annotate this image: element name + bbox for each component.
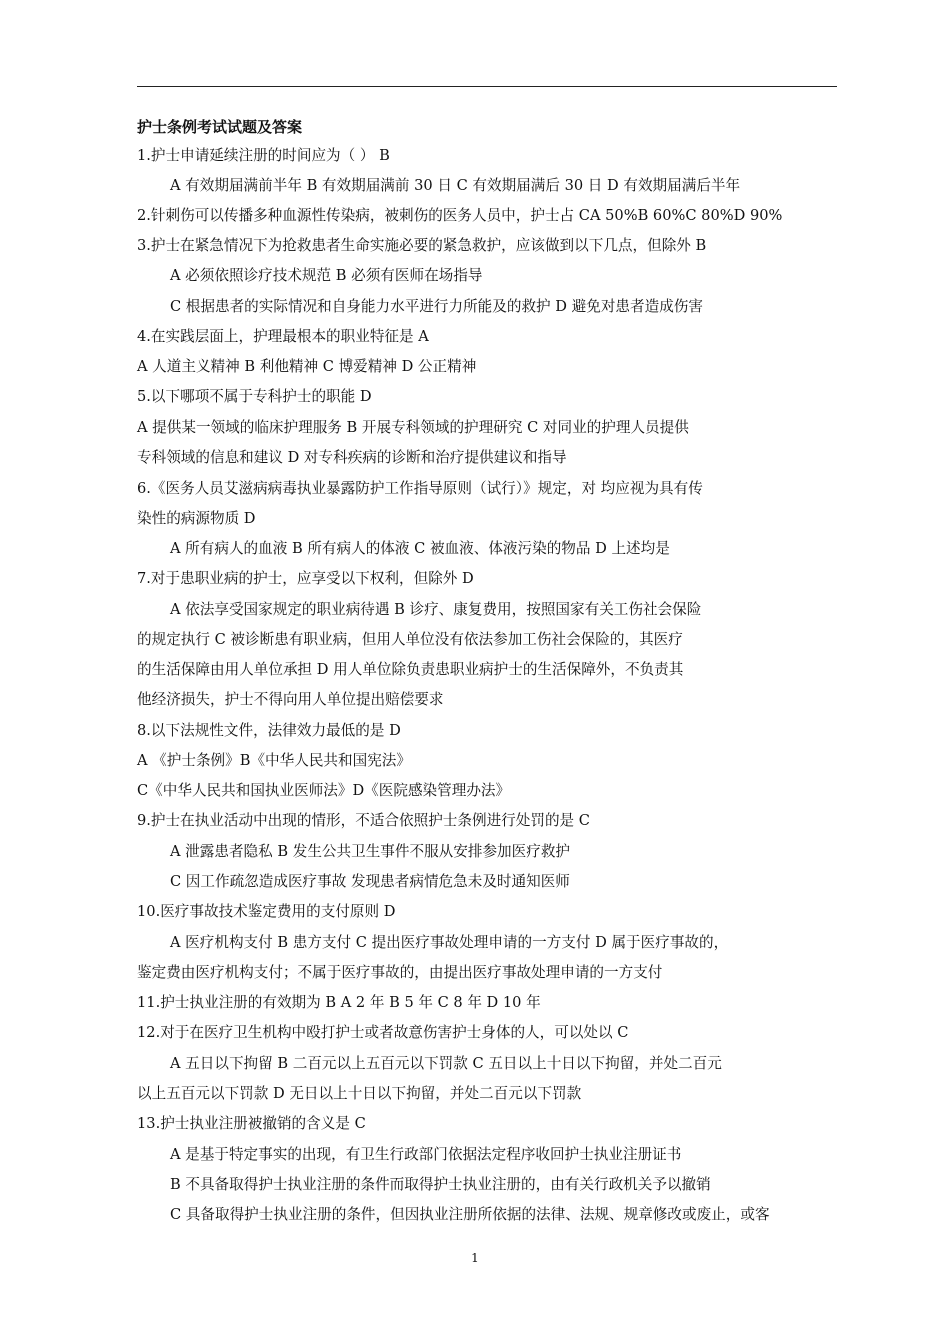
answer-options-line: 他经济损失，护士不得向用人单位提出赔偿要求 bbox=[137, 691, 444, 708]
answer-options-line: A 所有病人的血液 B 所有病人的体液 C 被血液、体液污染的物品 D 上述均是 bbox=[170, 540, 670, 557]
answer-options-line: A 《护士条例》B《中华人民共和国宪法》 bbox=[137, 752, 411, 769]
answer-options-line: A 依法享受国家规定的职业病待遇 B 诊疗、康复费用，按照国家有关工伤社会保险 bbox=[170, 601, 702, 618]
answer-options-line: A 人道主义精神 B 利他精神 C 博爱精神 D 公正精神 bbox=[137, 358, 477, 375]
question-line: 9.护士在执业活动中出现的情形，不适合依照护士条例进行处罚的是 C bbox=[137, 812, 590, 829]
question-line: 6.《医务人员艾滋病病毒执业暴露防护工作指导原则（试行）》规定，对 均应视为具有传 bbox=[137, 480, 703, 497]
question-line: 8.以下法规性文件，法律效力最低的是 D bbox=[137, 722, 401, 739]
answer-options-line: B 不具备取得护士执业注册的条件而取得护士执业注册的，由有关行政机关予以撤销 bbox=[170, 1176, 711, 1193]
answer-options-line: C《中华人民共和国执业医师法》D《医院感染管理办法》 bbox=[137, 782, 511, 799]
question-line: 2.针刺伤可以传播多种血源性传染病，被刺伤的医务人员中，护士占 CA 50%B 60%C 80%D 90% bbox=[137, 207, 783, 224]
question-line: 11.护士执业注册的有效期为 B A 2 年 B 5 年 C 8 年 D 10 年 bbox=[137, 994, 541, 1011]
answer-options-line: C 因工作疏忽造成医疗事故 发现患者病情危急未及时通知医师 bbox=[170, 873, 570, 890]
answer-options-line: A 是基于特定事实的出现，有卫生行政部门依据法定程序收回护士执业注册证书 bbox=[170, 1146, 682, 1163]
answer-options-line: A 泄露患者隐私 B 发生公共卫生事件不服从安排参加医疗救护 bbox=[170, 843, 571, 860]
document-title: 护士条例考试试题及答案 bbox=[137, 118, 303, 136]
header-rule bbox=[137, 86, 837, 87]
question-line: 12.对于在医疗卫生机构中殴打护士或者故意伤害护士身体的人，可以处以 C bbox=[137, 1024, 629, 1041]
question-line: 3.护士在紧急情况下为抢救患者生命实施必要的紧急救护，应该做到以下几点，但除外 B bbox=[137, 237, 707, 254]
answer-options-line: 以上五百元以下罚款 D 无日以上十日以下拘留，并处二百元以下罚款 bbox=[137, 1085, 582, 1102]
answer-options-line: A 有效期届满前半年 B 有效期届满前 30 日 C 有效期届满后 30 日 D 有效期届满后半年 bbox=[170, 177, 741, 194]
question-line: 13.护士执业注册被撤销的含义是 C bbox=[137, 1115, 366, 1132]
question-line: 1.护士申请延续注册的时间应为（ ） B bbox=[137, 147, 390, 164]
answer-options-line: 专科领域的信息和建议 D 对专科疾病的诊断和治疗提供建议和指导 bbox=[137, 449, 567, 466]
answer-options-line: 的规定执行 C 被诊断患有职业病，但用人单位没有依法参加工伤社会保险的，其医疗 bbox=[137, 631, 683, 648]
answer-options-line: 鉴定费由医疗机构支付；不属于医疗事故的，由提出医疗事故处理申请的一方支付 bbox=[137, 964, 663, 981]
question-line: 4.在实践层面上，护理最根本的职业特征是 A bbox=[137, 328, 429, 345]
question-line: 10.医疗事故技术鉴定费用的支付原则 D bbox=[137, 903, 396, 920]
answer-options-line: A 医疗机构支付 B 患方支付 C 提出医疗事故处理申请的一方支付 D 属于医疗事故的， bbox=[170, 934, 729, 951]
answer-options-line: C 具备取得护士执业注册的条件，但因执业注册所依据的法律、法规、规章修改或废止，或客 bbox=[170, 1206, 770, 1223]
answer-options-line: 的生活保障由用人单位承担 D 用人单位除负责患职业病护士的生活保障外，不负责其 bbox=[137, 661, 684, 678]
answer-options-line: A 必须依照诊疗技术规范 B 必须有医师在场指导 bbox=[170, 267, 483, 284]
question-line: 5.以下哪项不属于专科护士的职能 D bbox=[137, 388, 372, 405]
question-line: 7.对于患职业病的护士，应享受以下权利，但除外 D bbox=[137, 570, 474, 587]
page-number: 1 bbox=[471, 1251, 479, 1265]
question-line: 染性的病源物质 D bbox=[137, 510, 256, 527]
answer-options-line: A 五日以下拘留 B 二百元以上五百元以下罚款 C 五日以上十日以下拘留，并处二百元 bbox=[170, 1055, 722, 1072]
answer-options-line: C 根据患者的实际情况和自身能力水平进行力所能及的救护 D 避免对患者造成伤害 bbox=[170, 298, 703, 315]
answer-options-line: A 提供某一领域的临床护理服务 B 开展专科领域的护理研究 C 对同业的护理人员提供 bbox=[137, 419, 689, 436]
